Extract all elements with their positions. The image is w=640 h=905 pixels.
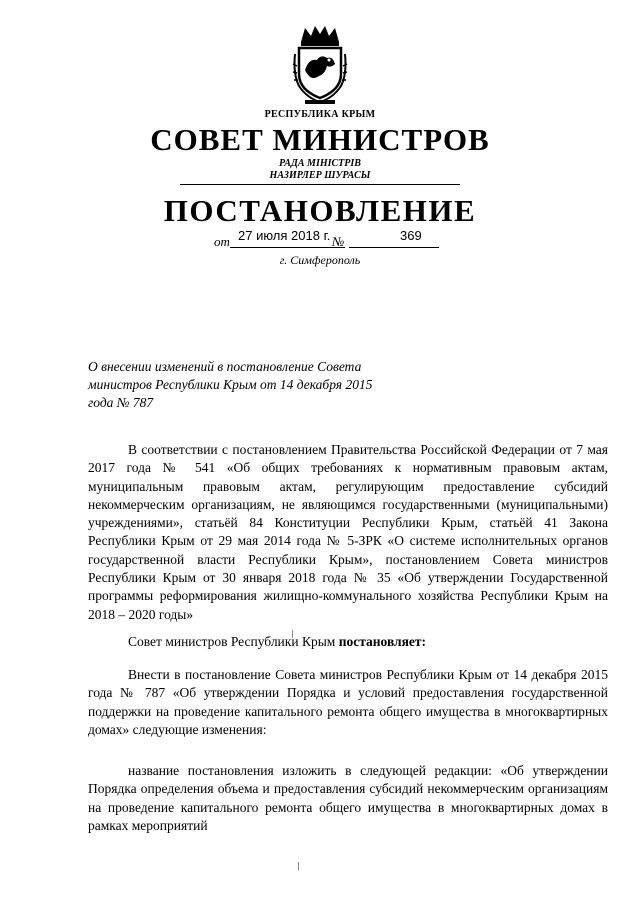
- date-number-line: [214, 228, 454, 248]
- preamble-paragraph: В соответствии с постановлением Правительства Российской Федерации от 7 мая 2017 года № 541 «Об общих требованиях к нормативным правовым актам, муниципальным правовым актам, регулирующим предоставление субсидий некоммерческим организациям, не являющимся государственными (муниципальными) учреждениями», статьёй 84 Конституции Республики Крым, статьёй 41 Закона Республики Крым от 29 мая 2014 года № 5-ЗРК «О системе исполнительных органов государственной власти Республики Крым», постановлением Совета министров Республики Крым от 30 января 2018 года № 35 «Об утверждении Государственной программы реформирования жилищно-коммунального хозяйства Республики Крым на 2018 – 2020 годы»: [88, 442, 608, 622]
- resolution-paragraph: [88, 633, 608, 651]
- council-name-ukrainian: РАДА МІНІСТРІВ: [279, 158, 361, 169]
- header-divider: [180, 184, 460, 185]
- scan-mark: [292, 630, 295, 638]
- coat-of-arms-emblem: [291, 24, 349, 106]
- title-change-paragraph: название постановления изложить в следующей редакции: «Об утверждении Порядка определения объема и предоставления субсидий некоммерческим организациям на проведение капитального ремонта общего имущества в многоквартирных домах в рамках мероприятий: [88, 763, 608, 833]
- date-prefix: от: [214, 234, 230, 249]
- council-name-crimean-tatar: НАЗИРЛЕР ШУРАСЫ: [269, 170, 371, 181]
- decree-title: ПОСТАНОВЛЕНИЕ: [163, 193, 477, 228]
- resolution-text: Совет министров Республики Крым: [128, 634, 336, 649]
- resolution-verb: постановляет:: [338, 634, 427, 649]
- council-name: СОВЕТ МИНИСТРОВ: [150, 122, 490, 157]
- amendment-paragraph: Внести в постановление Совета министров Республики Крым от 14 декабря 2015 года № 787 «Об утверждении Порядка и условий предоставления государственной поддержки на проведение капитального ремонта общего имущества в многоквартирных домах» следующие изменения:: [88, 667, 608, 737]
- decree-number: 369: [400, 228, 422, 243]
- number-underline: [349, 247, 439, 248]
- city: г. Симферополь: [279, 253, 361, 267]
- decree-date: 27 июля 2018 г.: [238, 228, 331, 243]
- scan-mark: [298, 862, 301, 870]
- date-underline: [230, 247, 345, 248]
- number-sign: №: [332, 234, 345, 249]
- republic-name: РЕСПУБЛИКА КРЫМ: [264, 109, 376, 120]
- decree-subject: О внесении изменений в постановление Совета министров Республики Крым от 14 декабря 2015 года № 787: [88, 359, 373, 410]
